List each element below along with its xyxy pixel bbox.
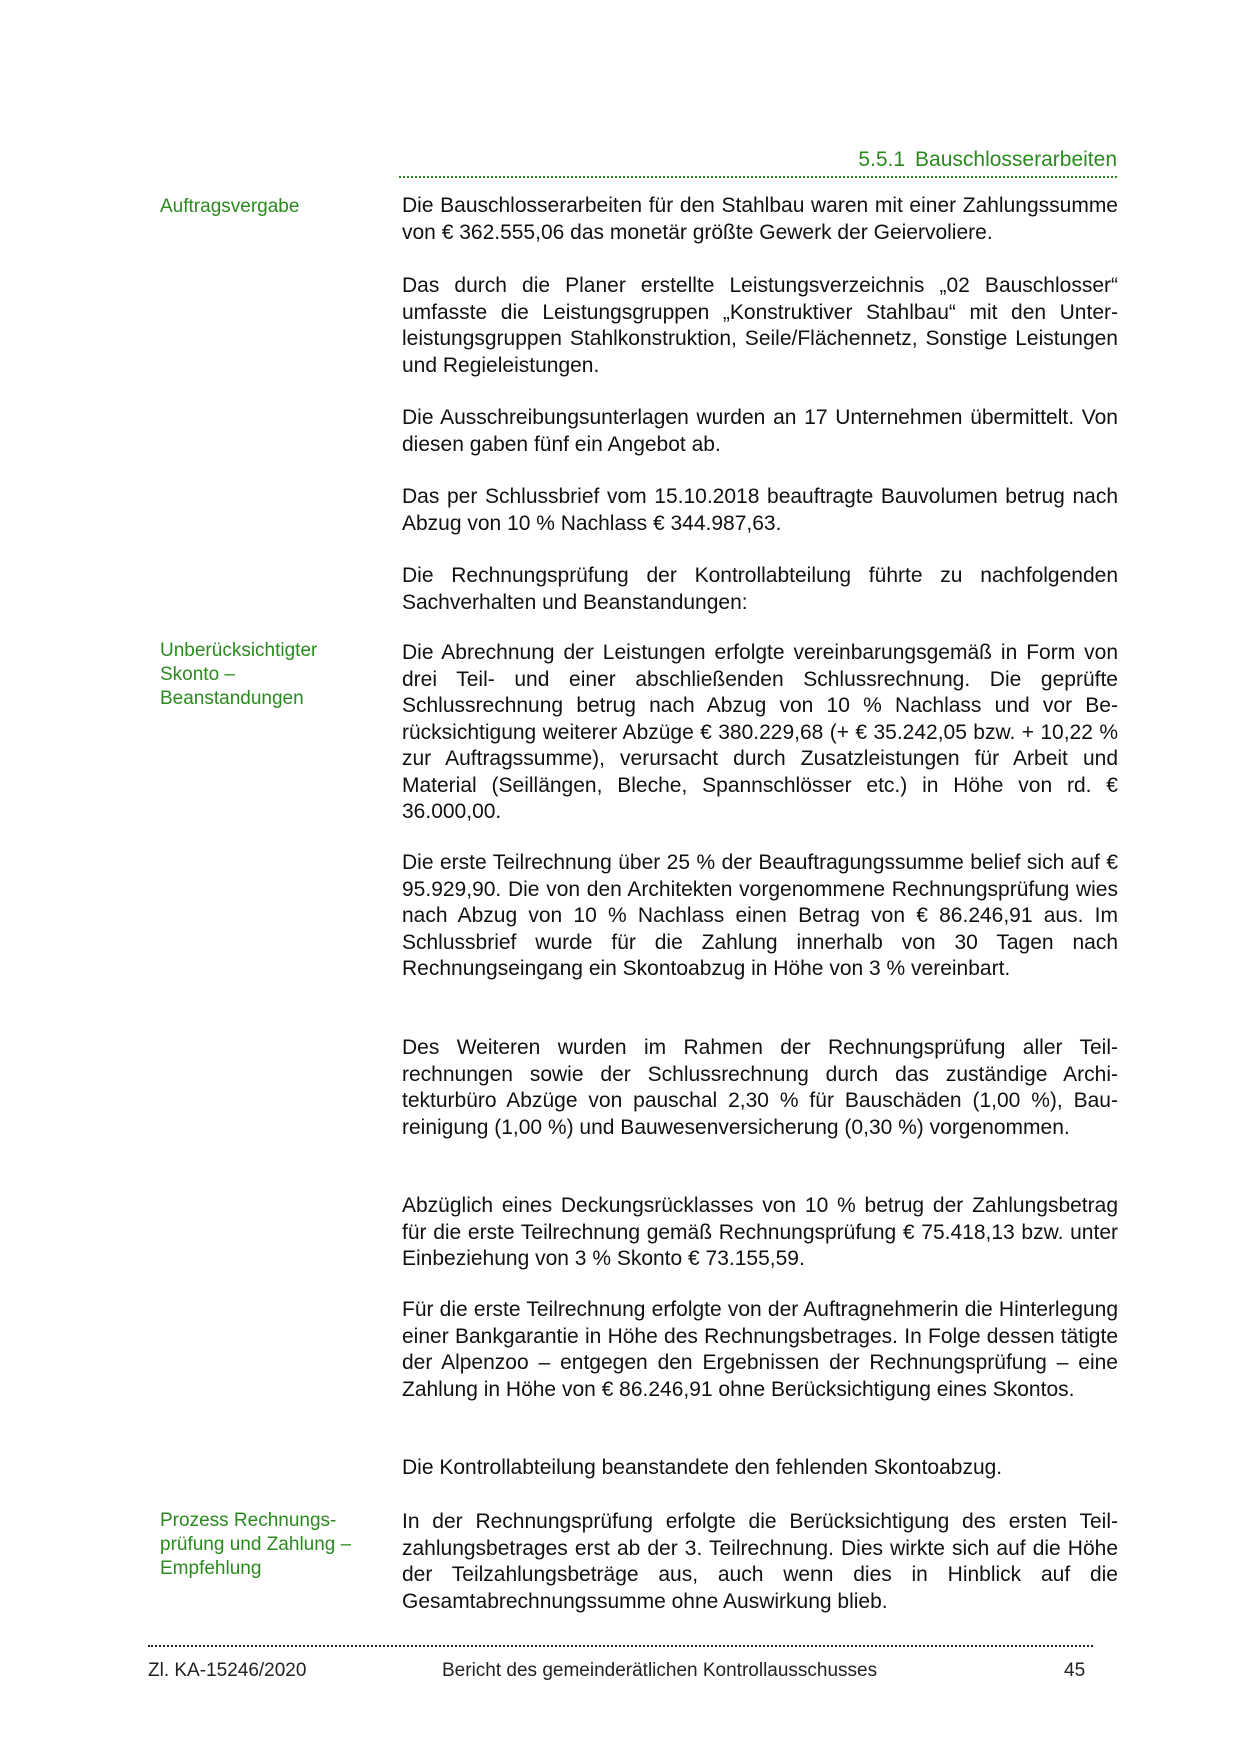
paragraph: Für die erste Teilrechnung erfolgte von der Auftragnehmerin die Hinterlegung einer Bankgarantie in Höhe des Rechnungsbetrages. In Folge dessen tätigte der Alpenzoo – entgegen den Ergebnissen der Rechnungsprüfung – eine Zahlung in Höhe von € 86.246,91 ohne Berücksichtigung eines Skontos. [402,1298,1118,1401]
paragraph: Die Ausschreibungsunterlagen wurden an 17 Unternehmen übermittelt. Von diesen gaben fünf ein Angebot ab. [402,406,1118,456]
paragraph: Die Abrechnung der Leistungen erfolgte vereinbarungsgemäß in Form von drei Teil- und einer abschließenden Schlussrechnung. Die geprüfte Schlussrechnung betrug nach Abzug von 10 % Nachlass und vor Berücksichtigung weiterer Abzüge € 380.229,68 (+ € 35.242,05 bzw. + 10,22 % zur Auftragssumme), verursacht durch Zusatzleistungen für Arbeit und Material (Seillängen, Bleche, Spannschlösser etc.) in Höhe von rd. € 36.000,00. [402,641,1118,823]
paragraph: Die Kontrollabteilung beanstandete den fehlenden Skontoabzug. [402,1456,1003,1479]
paragraph: In der Rechnungsprüfung erfolgte die Berücksichtigung des ersten Teilzahlungsbetrages erst ab der 3. Teilrechnung. Dies wirkte sich auf die Höhe der Teilzahlungsbeträge aus, auch wenn dies in Hinblick auf die Gesamtabrechnungssumme ohne Auswirkung blieb. [402,1510,1118,1613]
sidenote-prozess-empfehlung: Prozess Rechnungs-prüfung und Zahlung – Empfehlung [160,1510,352,1579]
footer-divider [148,1645,1093,1647]
paragraph: Die Bauschlosserarbeiten für den Stahlbau waren mit einer Zahlungssumme von € 362.555,06 das monetär größte Gewerk der Geiervoliere. [402,194,1118,244]
section-heading [399,148,1117,178]
footer-reference: Zl. KA-15246/2020 [148,1660,307,1681]
paragraph: Abzüglich eines Deckungsrücklasses von 10 % betrug der Zahlungsbetrag für die erste Teilrechnung gemäß Rechnungsprüfung € 75.418,13 bzw. unter Einbeziehung von 3 % Skonto € 73.155,59. [402,1194,1118,1270]
sidenote-skonto-beanstandungen: Unberücksichtigter Skonto – Beanstandungen [160,640,318,709]
page-number: 45 [1064,1660,1086,1681]
section-number: 5.5.1 [858,148,906,171]
sidenote-auftragsvergabe: Auftragsvergabe [160,196,300,217]
paragraph: Das per Schlussbrief vom 15.10.2018 beauftragte Bauvolumen betrug nach Abzug von 10 % Nachlass € 344.987,63. [402,485,1118,535]
paragraph: Die erste Teilrechnung über 25 % der Beauftragungssumme belief sich auf € 95.929,90. Die von den Architekten vorgenommene Rechnungsprüfung wies nach Abzug von 10 % Nachlass einen Betrag von € 86.246,91 aus. Im Schlussbrief wurde für die Zahlung innerhalb von 30 Tagen nach Rechnungseingang ein Skontoabzug in Höhe von 3 % vereinbart. [402,851,1118,980]
footer-title: Bericht des gemeinderätlichen Kontrollausschusses [442,1660,878,1681]
section-title: Bauschlosserarbeiten [915,148,1117,171]
paragraph: Des Weiteren wurden im Rahmen der Rechnungsprüfung aller Teilrechnungen sowie der Schlussrechnung durch das zuständige Architekturbüro Abzüge von pauschal 2,30 % für Bauschäden (1,00 %), Baureinigung (1,00 %) und Bauwesenversicherung (0,30 %) vorgenommen. [402,1036,1118,1139]
paragraph: Die Rechnungsprüfung der Kontrollabteilung führte zu nachfolgenden Sachverhalten und Beanstandungen: [402,564,1118,614]
paragraph: Das durch die Planer erstellte Leistungsverzeichnis „02 Bauschlosser“ umfasste die Leistungsgruppen „Konstruktiver Stahlbau“ mit den Unterleistungsgruppen Stahlkonstruktion, Seile/Flächennetz, Sonstige Leistungen und Regieleistungen. [402,274,1118,377]
